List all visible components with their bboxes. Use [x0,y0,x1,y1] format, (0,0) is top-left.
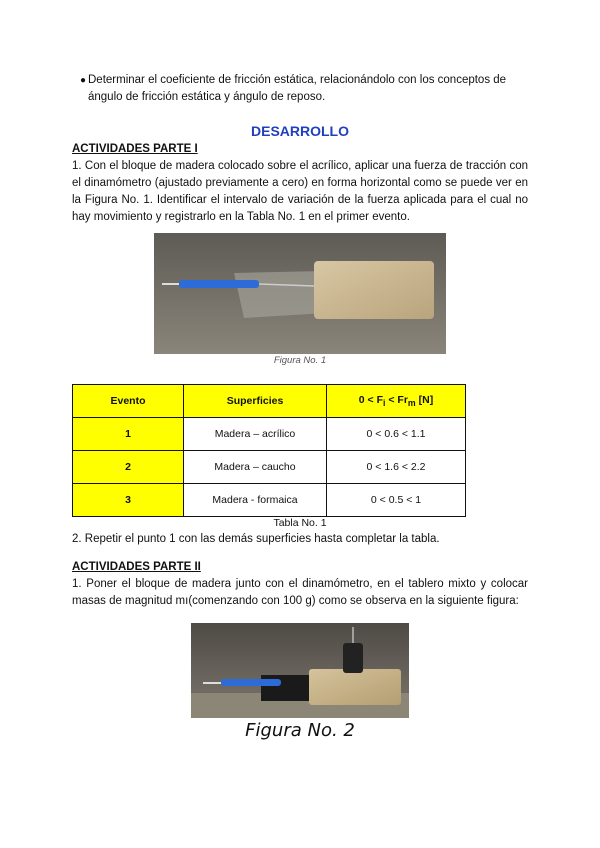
row-evento: 1 [73,418,184,451]
row-rango: 0 < 0.6 < 1.1 [327,418,466,451]
figure2-photo [191,623,409,718]
part1-step1-text: 1. Con el bloque de madera colocado sobre el acrílico, aplicar una fuerza de tracción con el dinamómetro (ajustado previamente a cero) en forma horizontal como se puede ver en la Figura No. 1. Identificar el intervalo de variación de la fuerza aplicada para el cual no hay movimiento y registrarlo en la Tabla No. 1 en el primer evento. [72,160,528,223]
table-caption: Tabla No. 1 [273,517,327,529]
header-rango [327,385,466,418]
header-evento: Evento [73,385,184,418]
table-row [73,418,466,451]
table-row [73,451,466,484]
part1-step2-text: 2. Repetir el punto 1 con las demás superficies hasta completar la tabla. [72,533,440,545]
part2-step1-text: 1. Poner el bloque de madera junto con el dinamómetro, en el tablero mixto y colocar masas de magnitud mı(comenzando con 100 g) como se observa en la siguiente figura: [72,578,528,607]
bullet-dot-icon: ● [80,75,87,86]
figure1-caption: Figura No. 1 [273,355,327,366]
header-rango-mid: < Fr [385,393,408,406]
header-rango-sub-m: m [407,398,416,409]
row-evento: 3 [73,484,184,517]
row-rango: 0 < 1.6 < 2.2 [327,451,466,484]
header-rango-post: [N] [415,393,434,406]
row-evento: 2 [73,451,184,484]
part2-title: ACTIVIDADES PARTE II [72,561,201,573]
row-superficie: Madera – caucho [184,451,327,484]
header-rango-sub-i: i [383,398,386,409]
figure2-image [191,623,409,718]
table-row [73,484,466,517]
friction-table [72,384,466,517]
header-superficies: Superficies [184,385,327,418]
section-heading: DESARROLLO [251,123,349,139]
objective-bullet [80,72,528,106]
table-header-row [73,385,466,418]
part2-section [72,559,528,610]
objective-text: Determinar el coeficiente de fricción estática, relacionándolo con los conceptos de ángulo de fricción estática y ángulo de reposo. [88,74,507,103]
figure1-image [154,233,446,354]
part1-title: ACTIVIDADES PARTE I [72,143,198,155]
row-rango: 0 < 0.5 < 1 [327,484,466,517]
part1-section [72,141,528,226]
figure1-photo [154,233,446,354]
figure2-caption: Figura No. 2 [245,720,355,741]
header-rango-pre: 0 < F [358,393,384,406]
row-superficie: Madera - formaica [184,484,327,517]
row-superficie: Madera – acrílico [184,418,327,451]
